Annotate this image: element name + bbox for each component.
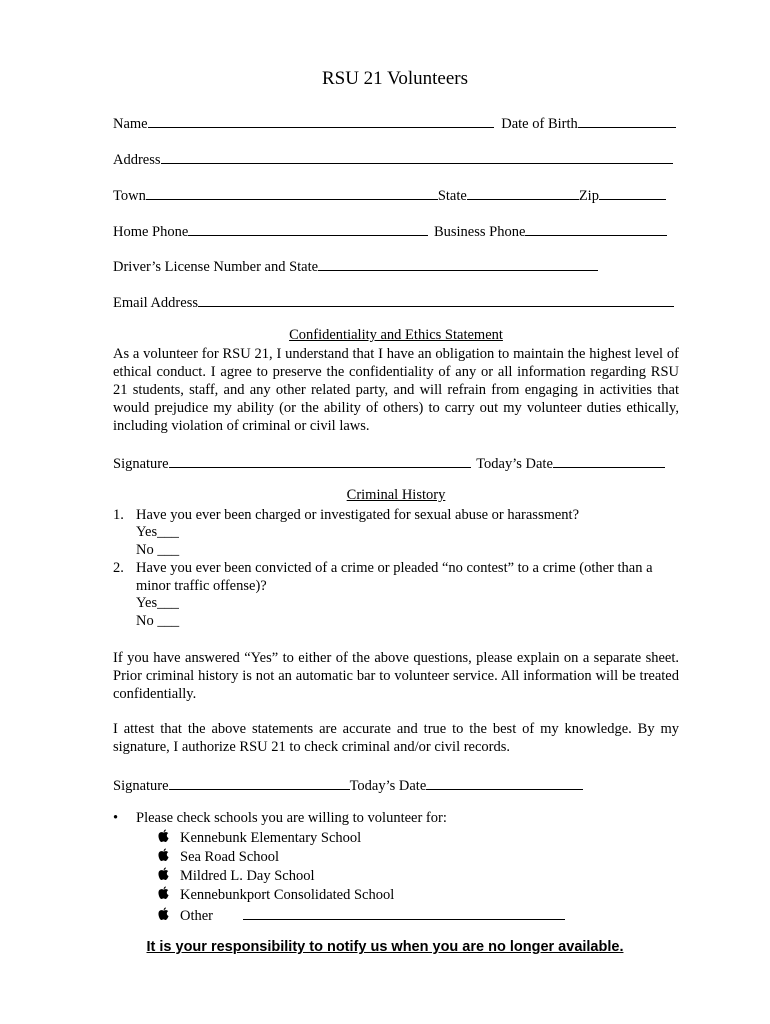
question-2-yes[interactable]: Yes___ [136, 595, 179, 611]
todays-date-label-1: Today’s Date [476, 456, 553, 472]
state-label: State [437, 188, 467, 204]
state-field[interactable] [467, 185, 579, 200]
town-field[interactable] [146, 185, 438, 200]
explain-statement: If you have answered “Yes” to either of the above questions, please explain on a separate sheet. Prior criminal history is not an automatic bar to volunteer service. All information will be treated confidentially. [113, 650, 679, 702]
schools-prompt-row [113, 810, 447, 827]
school-option[interactable] [157, 848, 279, 866]
signature-row-2 [113, 775, 583, 795]
other-school-field[interactable] [243, 905, 565, 920]
apple-icon [157, 907, 170, 921]
school-name: Kennebunkport Consolidated School [180, 887, 395, 903]
question-2 [113, 559, 679, 595]
schools-prompt: Please check schools you are willing to volunteer for: [136, 810, 447, 826]
email-field[interactable] [198, 292, 674, 307]
name-dob-row [113, 113, 676, 133]
question-2-number: 2. [113, 560, 124, 576]
school-option[interactable] [157, 829, 361, 847]
name-field[interactable] [148, 113, 494, 128]
school-option[interactable] [157, 867, 315, 885]
zip-field[interactable] [599, 185, 666, 200]
bullet-icon: • [113, 810, 119, 826]
phone-row [113, 221, 667, 241]
question-2-text: Have you ever been convicted of a crime or pleaded “no contest” to a crime (other than a minor traffic offense)? [136, 560, 653, 594]
home-phone-field[interactable] [188, 221, 428, 236]
confidentiality-statement: As a volunteer for RSU 21, I understand that I have an obligation to maintain the highest level of ethical conduct. I agree to preserve the confidentiality of any or all information regarding RSU 21 students, staff, and any other related party, and will refrain from engaging in activities that would prejudice my ability (or the ability of others) to carry out my volunteer duties ethically, including violation of criminal or civil laws. [113, 346, 679, 434]
name-label: Name [113, 116, 148, 132]
signature-field-2[interactable] [169, 775, 350, 790]
apple-icon [157, 848, 170, 862]
school-option[interactable] [157, 886, 394, 904]
question-1-yes[interactable]: Yes___ [136, 524, 179, 540]
apple-icon [157, 886, 170, 900]
town-label: Town [113, 188, 146, 204]
apple-icon [157, 867, 170, 881]
address-row [113, 149, 673, 169]
signature-label-2: Signature [113, 778, 169, 794]
attest-statement: I attest that the above statements are accurate and true to the best of my knowledge. By my signature, I authorize RSU 21 to check criminal and/or civil records. [113, 721, 679, 755]
school-name: Kennebunk Elementary School [180, 830, 362, 846]
business-phone-field[interactable] [525, 221, 667, 236]
school-name: Sea Road School [180, 849, 280, 865]
todays-date-label-2: Today’s Date [349, 778, 427, 794]
availability-notice: It is your responsibility to notify us when you are no longer available. [146, 939, 624, 955]
signature-field-1[interactable] [169, 453, 471, 468]
school-option-other[interactable] [157, 905, 565, 925]
address-field[interactable] [161, 149, 673, 164]
town-state-zip-row [113, 185, 666, 205]
confidentiality-heading: Confidentiality and Ethics Statement [289, 327, 503, 343]
todays-date-field-1[interactable] [553, 453, 665, 468]
question-1-no[interactable]: No ___ [136, 542, 180, 558]
todays-date-field-2[interactable] [426, 775, 583, 790]
email-row [113, 292, 674, 312]
home-phone-label: Home Phone [113, 224, 189, 240]
question-2-no[interactable]: No ___ [136, 613, 180, 629]
signature-row-1 [113, 453, 665, 473]
license-label: Driver’s License Number and State [113, 259, 319, 275]
question-1-number: 1. [113, 507, 124, 523]
page-title: RSU 21 Volunteers [321, 68, 469, 89]
apple-icon [157, 829, 170, 843]
question-1 [113, 506, 679, 524]
email-label: Email Address [113, 295, 198, 311]
school-name: Other [180, 908, 214, 924]
question-1-text: Have you ever been charged or investigated for sexual abuse or harassment? [136, 507, 580, 523]
signature-label-1: Signature [113, 456, 169, 472]
criminal-history-heading: Criminal History [346, 487, 446, 503]
license-field[interactable] [318, 256, 598, 271]
zip-label: Zip [578, 188, 599, 204]
school-name: Mildred L. Day School [180, 868, 315, 884]
dob-field[interactable] [578, 113, 676, 128]
license-row [113, 256, 598, 276]
address-label: Address [113, 152, 161, 168]
dob-label: Date of Birth [501, 116, 578, 132]
business-phone-label: Business Phone [433, 224, 526, 240]
